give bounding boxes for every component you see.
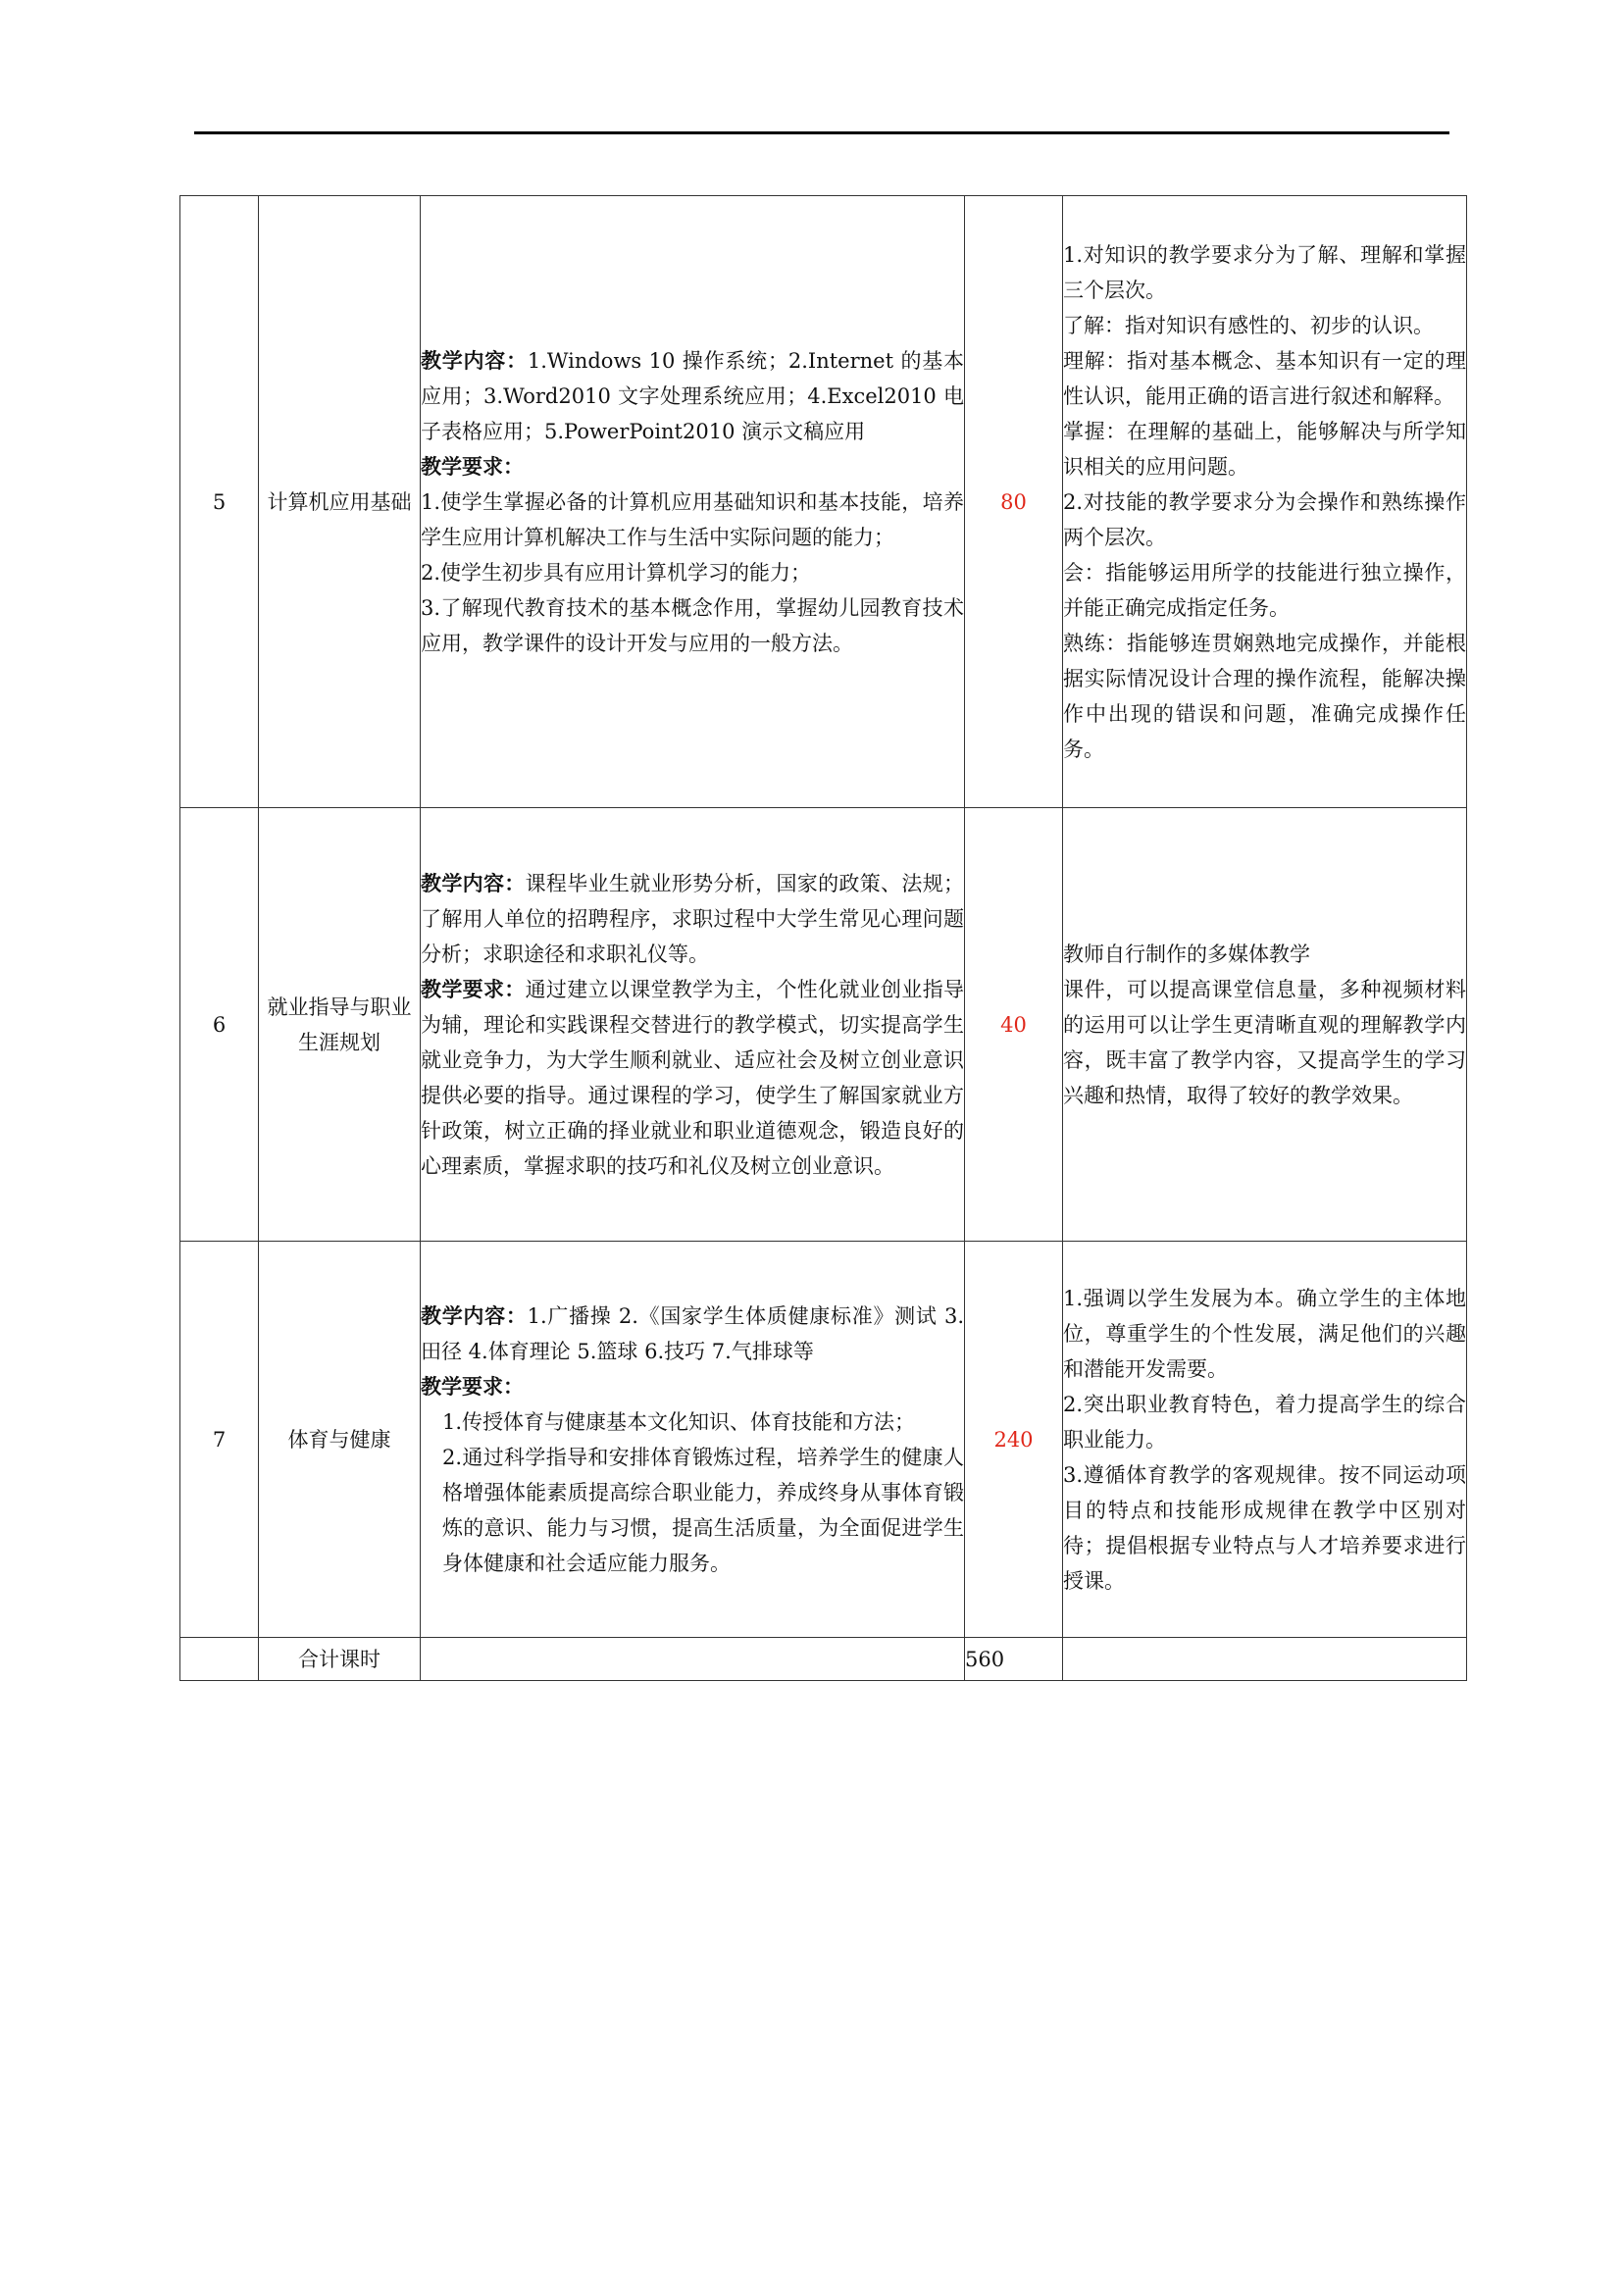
requirement-item: 2.通过科学指导和安排体育锻炼过程，培养学生的健康人格增强体能素质提高综合职业能力，养成终身从事体育锻炼的意识、能力与习惯，提高生活质量，为全面促进学生身体健康和社会适应能力服务。 — [442, 1445, 964, 1575]
note-line: 理解：指对基本概念、基本知识有一定的理性认识，能用正确的语言进行叙述和解释。 — [1063, 348, 1466, 408]
note-line: 教师自行制作的多媒体教学 — [1063, 942, 1310, 966]
total-hours: 560 — [965, 1638, 1063, 1681]
header-rule — [194, 131, 1449, 134]
row-number: 6 — [180, 808, 259, 1242]
row-number: 7 — [180, 1242, 259, 1638]
requirement-label: 教学要求： — [421, 1373, 524, 1399]
course-name: 就业指导与职业生涯规划 — [259, 808, 421, 1242]
table-row — [180, 196, 1467, 808]
note-line: 1.对知识的教学要求分为了解、理解和掌握三个层次。 — [1063, 242, 1466, 302]
course-content-cell — [421, 1242, 965, 1638]
course-content-cell — [421, 196, 965, 808]
requirement-item: 1.使学生掌握必备的计算机应用基础知识和基本技能，培养学生应用计算机解决工作与生活中实际问题的能力； — [421, 489, 964, 549]
note-line: 2.对技能的教学要求分为会操作和熟练操作两个层次。 — [1063, 489, 1466, 549]
row-number: 5 — [180, 196, 259, 808]
requirement-paragraph — [421, 972, 964, 1184]
content-paragraph — [421, 866, 964, 972]
content-label: 教学内容： — [421, 347, 528, 373]
note-line: 了解：指对知识有感性的、初步的认识。 — [1063, 313, 1434, 337]
content-text: 1.广播操 2.《国家学生体质健康标准》测试 3.田径 4.体育理论 5.篮球 6.技巧 7.气排球等 — [421, 1303, 965, 1363]
table-row — [180, 1242, 1467, 1638]
table-row — [180, 808, 1467, 1242]
course-name: 计算机应用基础 — [259, 196, 421, 808]
note-line: 课件，可以提高课堂信息量，多种视频材料的运用可以让学生更清晰直观的理解教学内容，既丰富了教学内容，又提高学生的学习兴趣和热情，取得了较好的教学效果。 — [1063, 977, 1466, 1107]
note-line: 2.突出职业教育特色，着力提高学生的综合职业能力。 — [1063, 1392, 1466, 1452]
note-line: 掌握：在理解的基础上，能够解决与所学知识相关的应用问题。 — [1063, 419, 1466, 479]
course-notes-cell — [1063, 1242, 1467, 1638]
course-notes-cell — [1063, 196, 1467, 808]
course-content-cell — [421, 808, 965, 1242]
total-row — [180, 1638, 1467, 1681]
content-label: 教学内容： — [421, 870, 526, 895]
total-empty-cell — [1063, 1638, 1467, 1681]
content-label: 教学内容： — [421, 1302, 528, 1328]
content-paragraph — [421, 1299, 964, 1369]
note-line: 会：指能够运用所学的技能进行独立操作，并能正确完成指定任务。 — [1063, 560, 1466, 620]
content-paragraph — [421, 343, 964, 449]
note-line: 熟练：指能够连贯娴熟地完成操作，并能根据实际情况设计合理的操作流程，能解决操作中出现的错误和问题，准确完成操作任务。 — [1063, 631, 1466, 761]
note-line: 1.强调以学生发展为本。确立学生的主体地位，尊重学生的个性发展，满足他们的兴趣和潜能开发需要。 — [1063, 1286, 1466, 1381]
requirement-item: 3.了解现代教育技术的基本概念作用，掌握幼儿园教育技术应用，教学课件的设计开发与应用的一般方法。 — [421, 595, 964, 655]
requirement-label: 教学要求： — [421, 976, 526, 1001]
content-text: 1.Windows 10 操作系统；2.Internet 的基本应用；3.Word2010 文字处理系统应用；4.Excel2010 电子表格应用；5.PowerPoint2010 演示文稿应用 — [421, 348, 965, 443]
total-empty-cell — [180, 1638, 259, 1681]
total-label: 合计课时 — [259, 1638, 421, 1681]
course-hours: 240 — [965, 1242, 1063, 1638]
course-hours: 80 — [965, 196, 1063, 808]
course-name: 体育与健康 — [259, 1242, 421, 1638]
course-table — [179, 195, 1467, 1681]
content-text: 课程毕业生就业形势分析，国家的政策、法规；了解用人单位的招聘程序，求职过程中大学生常见心理问题分析；求职途径和求职礼仪等。 — [421, 871, 965, 966]
note-line: 3.遵循体育教学的客观规律。按不同运动项目的特点和技能形成规律在教学中区别对待；提倡根据专业特点与人才培养要求进行授课。 — [1063, 1462, 1466, 1593]
requirement-item: 2.使学生初步具有应用计算机学习的能力； — [421, 560, 812, 585]
course-hours: 40 — [965, 808, 1063, 1242]
requirement-label: 教学要求： — [421, 453, 524, 479]
requirement-item: 1.传授体育与健康基本文化知识、体育技能和方法； — [442, 1409, 916, 1434]
total-empty-cell — [421, 1638, 965, 1681]
course-notes-cell — [1063, 808, 1467, 1242]
requirement-text: 通过建立以课堂教学为主，个性化就业创业指导为辅，理论和实践课程交替进行的教学模式，切实提高学生就业竞争力，为大学生顺利就业、适应社会及树立创业意识提供必要的指导。通过课程的学习，使学生了解国家就业方针政策，树立正确的择业就业和职业道德观念，锻造良好的心理素质，掌握求职的技巧和礼仪及树立创业意识。 — [421, 977, 965, 1178]
